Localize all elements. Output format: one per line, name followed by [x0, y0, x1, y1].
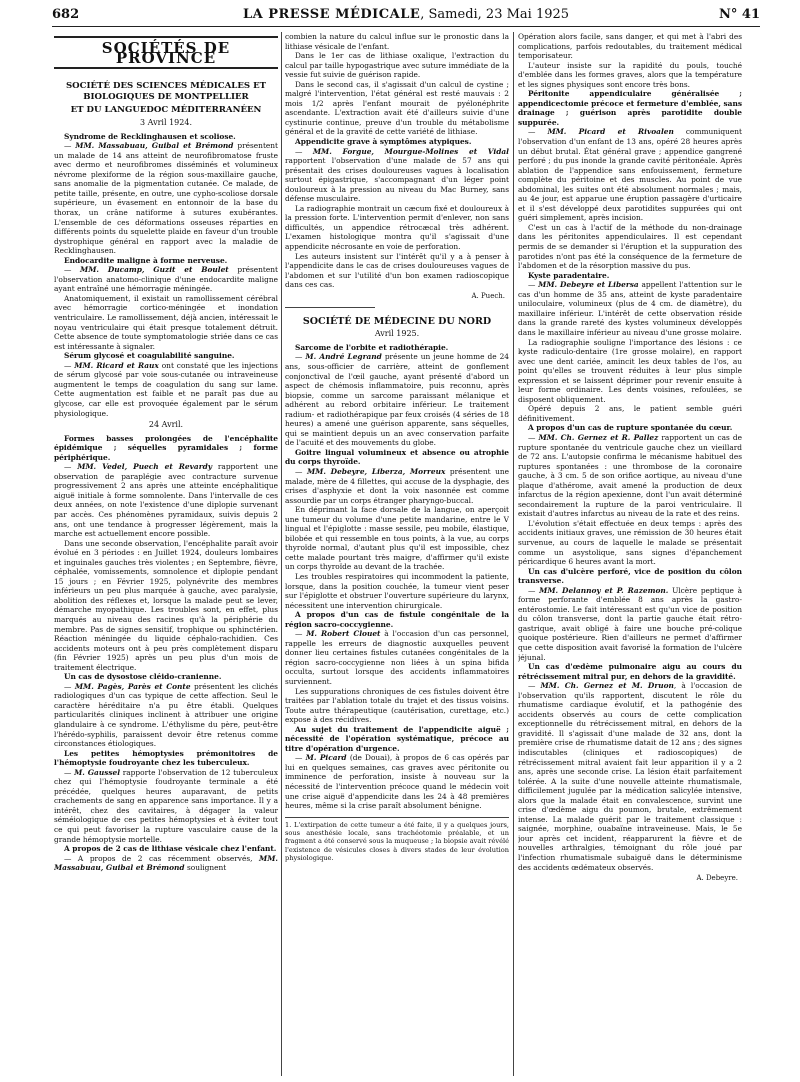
column-3 [518, 32, 742, 1076]
article-text: L'auteur insiste sur la rapidité du pouls, touché d'emblée dans les formes graves, alors que la température et les signes physiques sont encore très bons. [518, 60, 742, 89]
article-authors: MM. Picard et Rivoalen [547, 127, 674, 137]
article-authors: MM. Ch. Gernez et R. Pallez [538, 432, 659, 442]
column-1 [54, 32, 278, 1076]
article-text: Anatomiquement, il existait un ramollissement cérébral avec hémorragie cortico-méningée et inondation ventriculaire. Le ramollissement, déjà ancien, intéressait le noyau ventriculaire qui était presque totalement détruit. Cette absence de toute symptomatologie striée dans ce cas est intéressante à signaler. [54, 293, 278, 351]
section-title: SOCIÉTÉ DE MÉDECINE DU NORD [302, 316, 492, 328]
session-date: 24 Avril. [148, 420, 184, 430]
article-authors: MM. Ricard et Raux [74, 360, 159, 370]
article-text: combien la nature du calcul influe sur le pronostic dans la lithiase vésicale de l'enfant. [285, 32, 509, 51]
article-text: soulignent [186, 863, 227, 873]
signature: A. Debeyre. [696, 874, 738, 883]
article-title: Un cas d'œdème pulmonaire aigu au cours du rétrécissement mitral pur, en dehors de la gravidité. [518, 662, 742, 681]
article-text: rapporte l'observation de 12 tuberculeux chez qui l'hémoptysie foudroyante terminale a été précédée, quelques heures auparavant, de petits crachements de sang en apparence sans importance. Il y a intérêt, chez des cavitaires, à dégager la valeur séméiologique de ces petites hémoptysies et à éviter tout ce qui peut favoriser la rupture vasculaire cause de la grande hémoptysie mortelle. [54, 767, 278, 844]
article-text: rapportent un cas de rupture spontanée du ventricule gauche chez un vieillard de 72 ans. L'autopsie confirma le mécanisme habituel des ruptures spontanées : une thrombose de la coronaire gauche, à 3 cm. 5 de son orifice aortique, au niveau d'une plaque d'athérome, avait amené la production de deux infarctus de la région apexienne, dont l'un avait déterminé secondairement la rupture de la paroi ventriculaire. Il existait d'autres infarctus au niveau de la rate et des reins. [518, 432, 742, 519]
article-text: Opéré depuis 2 ans, le patient semble guéri définitivement. [518, 404, 742, 423]
article-authors: MM. Debeyre et Libersa [538, 280, 639, 290]
article-title: Un cas de dysostose cléido-cranienne. [64, 672, 222, 682]
page-number: 682 [52, 7, 80, 22]
article-title: Un cas d'ulcère perforé, vice de position du côlon transverse. [518, 566, 742, 586]
article-body: — MM. Forgue, Mourgue-Molines et Vidal rapportent l'observation d'une malade de 57 ans qui présentait des crises douloureuses vagues à localisation surtout épigastrique, s'accompagnant d'un léger point douloureux à la pression au niveau du Mac Burney, sans défense musculaire. [285, 146, 509, 204]
article-title: Sérum glycosé et coagulabilité sanguine. [64, 351, 235, 361]
article-text: L'évolution s'était effectuée en deux temps : après des accidents initiaux graves, une rémission de 30 heures était survenue, au cours de laquelle le malade se présentait comme un asystolique, sans signes d'épanchement péricardique 6 heures avant la mort. [518, 518, 742, 567]
column-2 [285, 32, 509, 1076]
session-date: Avril 1925. [374, 329, 420, 339]
article-text: appellent l'attention sur le cas d'un homme de 35 ans, atteint de kyste paradentaire uniloculaire, volumineux (plus de 4 cm. de diamètre), du maxillaire inférieur. L'intérêt de cette observation réside dans la grande rareté des kystes volumineux développés dans le maxillaire inférieur au niveau d'une grosse molaire. [518, 280, 742, 337]
article-authors: MM. Debeyre, Liberza, Morreux [306, 466, 446, 476]
article-authors: MM. Vedel, Puech et Revardy [77, 462, 213, 472]
article-title: Syndrome de Recklinghausen et scoliose. [64, 131, 236, 141]
article-body: — MM. Massabuau, Guibal et Brémond présentent un malade de 14 ans atteint de neurofibromatose fruste avec dermo et neurofibromes disséminés et volumineux névrome plexiforme de la région sous-maxillaire gauche, sans anomalie de la pigmentation cutanée. Ce malade, de petite taille, présente, en outre, une cypho-scoliose dorsale supérieure, un évasement en entonnoir de la base du thorax, un crâne natiforme à sutures exubérantes. L'ensemble de ces déformations osseuses réparties en différents points du squelette plaide en faveur d'un trouble dystrophique général en rapport avec la maladie de Recklinghausen. [54, 141, 278, 256]
society-subtitle: ET DU LANGUEDOC MÉDITERRANÉEN [70, 105, 262, 116]
article-text: rapportent une observation de paraplégie avec contracture survenue progressivement 2 ans après une atteinte encéphalitique aiguë initiale à forme somnolente. Dans l'intervalle de ces deux années, on note l'existence d'une diplopie survenant par accès. Ces phénomènes pyramidaux, suivis depuis 2 ans, ont une tendance à progresser légèrement, mais la marche est actuellement encore possible. [54, 462, 278, 539]
article-body: — M. André Legrand présente un jeune homme de 24 ans, sous-officier de carrière, atteint de gonflement conjonctival de l'œil gauche, ayant présenté d'abord un aspect de chémosis inflammatoire, puis reconnu, après biopsie, comme un sarcome paraissant mélanique et adhérent au rebord orbitaire inférieur. Le traitement radium- et radiothérapique par feux croisés (4 séries de 18 heures) a amené une guérison apparente, sans séquelles, qui se maintient depuis un an avec conservation parfaite de l'acuité et des mouvements du globe. [285, 352, 509, 448]
journal-name: LA PRESSE MÉDICALE [242, 7, 421, 22]
page-header [52, 4, 760, 27]
article-text: (de Douai), à propos de 6 cas opérés par lui en quelques semaines, cas graves avec péritonite ou imminence de perforation, insiste à nouveau sur la nécessité de l'intervention précoce quand le médecin voit une crise aiguë d'appendicite dans les 24 à 48 premières heures, même si la crise paraît absolument bénigne. [285, 753, 509, 811]
article-title: Kyste paradentaire. [528, 270, 610, 280]
article-text: ont constaté que les injections de sérum glycosé par voie sous-cutanée ou intraveineuse augmentent le temps de coagulation du sang sur lame. Cette augmentation est faible et ne paraît pas due au glycose, car elle est provoquée également par le sérum physiologique. [54, 360, 278, 418]
article-body: — MM. Ch. Gernez et R. Pallez rapportent un cas de rupture spontanée du ventricule gauche chez un vieillard de 72 ans. L'autopsie confirma le mécanisme habituel des ruptures spontanées : une thrombose de la coronaire gauche, à 3 cm. 5 de son orifice aortique, au niveau d'une plaque d'athérome, avait amené la production de deux infarctus de la région apexienne, dont l'un avait déterminé secondairement la rupture de la paroi ventriculaire. Il existait d'autres infarctus au niveau de la rate et des reins. [518, 432, 742, 519]
article-text: En déprimant la face dorsale de la langue, on aperçoit une tumeur du volume d'une petite mandarine, entre le V lingual et l'épiglotte : masse sessile, peu mobile, élastique, bilobée et qui ressemble en tous points, à la vue, au corps thyroïde normal, d'autant plus qu'il est impossible, chez cette malade pourtant très maigre, d'affirmer qu'il existe un corps thyroïde au devant de la trachée. [285, 505, 509, 572]
article-text: présentent un malade de 14 ans atteint de neurofibromatose fruste avec dermo et neurofibromes disséminés et volumineux névrome plexiforme de la région sous-maxillaire gauche, sans anomalie de la pigmentation cutanée. Ce malade, de petite taille, présente, en outre, une cypho-scoliose dorsale supérieure, un évasement en entonnoir de la base du thorax, un crâne natiforme à sutures exubérantes. L'ensemble de ces déformations osseuses réparties en différents points du squelette plaide en faveur d'un trouble dystrophique général en rapport avec la maladie de Recklinghausen. [54, 141, 278, 256]
article-title: Appendicite grave à symptômes atypiques. [295, 137, 472, 147]
article-text: Les troubles respiratoires qui incommodent la patiente, lorsque, dans la position couchée, la tumeur vient peser sur l'épiglotte et obstruer l'ouverture supérieure du larynx, nécessitent une intervention chirurgicale. [285, 571, 509, 610]
article-text: présentent l'observation anatomo-clinique d'une endocardite maligne ayant entraîné une hémorragie méningée. [54, 265, 278, 294]
article-body: — MM. Debeyre, Liberza, Morreux présentent une malade, mère de 4 fillettes, qui accuse de la dysphagie, des crises d'asphyxie et dont la voix nasonnée est comme assourdie par un corps étranger pharyngo-buccal. [285, 466, 509, 505]
article-text: Dans une seconde observation, l'encéphalite paraît avoir évolué en 3 périodes : en Juillet 1924, douleurs lombaires et inguinales gauches très violentes ; en Septembre, fièvre, céphalée, vomissements, somnolence et diplopie pendant 15 jours ; en Février 1925, polynévrite des membres inférieurs un peu plus marquée à gauche, avec paralysie, abolition des réflexes et, lorsque la malade peut se lever, démarche myopathique. Les troubles sont, en effet, plus marqués au niveau des racines qu'à la périphérie du membre. Pas de signes sensitif, trophique ou sphinctérien. Réaction méningée du liquide céphalo-rachidien. Ces accidents moteurs ont à peu près complètement disparu (fin Février 1925) après un peu plus d'un mois de traitement électrique. [54, 538, 278, 672]
article-title: A propos d'un cas de fistule congénitale de la région sacro-coccygienne. [285, 610, 509, 629]
society-title: SOCIÉTÉ DES SCIENCES MÉDICALES ET BIOLOGIQUES DE MONTPELLIER [65, 81, 267, 103]
article-title: Au sujet du traitement de l'appendicite aiguë ; nécessité de l'opération systématique, précoce au titre d'opération d'urgence. [285, 724, 509, 753]
section-title: SOCIÉTÉS DE PROVINCE [54, 36, 278, 69]
running-title [52, 7, 760, 22]
article-title: Péritonite appendiculaire généralisée ; appendicectomie précoce et fermeture d'emblée, sans drainage ; guérison après parotidite double suppurée. [518, 89, 742, 127]
article-title: Les petites hémoptysies prémonitoires de l'hémoptysie foudroyante chez les tuberculeux. [54, 748, 278, 768]
article-authors: MM. Ducamp, Guzit et Boulet [80, 265, 229, 275]
footnote: 1. L'extirpation de cette tumeur a été faite, il y a quelques jours, sous anesthésie locale, sans trachéotomie préalable, et un fragment a été conservé sous la muqueuse ; la biopsie avait révélé l'existence de vésicules closes à divers stades de leur évolution physiologique. [285, 817, 509, 863]
article-text: Les suppurations chroniques de ces fistules doivent être traitées par l'ablation totale du trajet et des tissus voisins. Toute autre thérapeutique (cautérisation, curettage, etc.) expose à des récidives. [285, 686, 509, 725]
article-body: — M. Robert Clouet à l'occasion d'un cas personnel, rappelle les erreurs de diagnostic auxquelles peuvent donner lieu certaines fistules cutanées congénitales de la région sacro-coccygienne non liées à un spina bifida occulta, surtout lorsque des accidents inflammatoires surviennent. [285, 629, 509, 686]
article-title: A propos d'un cas de rupture spontanée du cœur. [528, 423, 733, 433]
column-rule-2 [513, 32, 514, 1076]
article-body: — MM. Vedel, Puech et Revardy rapportent une observation de paraplégie avec contracture survenue progressivement 2 ans après une atteinte encéphalitique aiguë initiale à forme somnolente. Dans l'intervalle de ces deux années, on note l'existence d'une diplopie survenant par accès. Ces phénomènes pyramidaux, suivis depuis 2 ans, ont une tendance à progresser légèrement, mais la marche est actuellement encore possible. [54, 462, 278, 539]
article-text: présente un jeune homme de 24 ans, sous-officier de carrière, atteint de gonflement conjonctival de l'œil gauche, ayant présenté d'abord un aspect de chémosis inflammatoire, puis reconnu, après biopsie, comme un sarcome paraissant mélanique et adhérent au rebord orbitaire inférieur. Le traitement radium- et radiothérapique par feux croisés (4 séries de 18 heures) a amené une guérison apparente, sans séquelles, qui se maintient depuis un an avec conservation parfaite de l'acuité et des mouvements du globe. [285, 352, 509, 448]
article-body: — M. Gaussel rapporte l'observation de 12 tuberculeux chez qui l'hémoptysie foudroyante terminale a été précédée, quelques heures auparavant, de petits crachements de sang en apparence sans importance. Il y a intérêt, chez des cavitaires, à dégager la valeur séméiologique de ces petites hémoptysies et à éviter tout ce qui peut favoriser la rupture vasculaire cause de la grande hémoptysie mortelle. [54, 767, 278, 844]
article-title: A propos de 2 cas de lithiase vésicale chez l'enfant. [64, 844, 277, 854]
article-text: communiquent l'observation d'un enfant de 13 ans, opéré 28 heures après un début brutal. État général grave ; appendice gangrené perforé ; du pus inonde la grande cavité péritonéale. Après ablation de l'appendice sans enfouissement, fermeture complète du péritoine et des muscles. Au point de vue abdominal, les suites ont été absolument normales ; mais, au 4e jour, est apparue une éruption passagère d'urticaire et il s'est développé deux parotidites suppurées qui ont guéri simplement, après incision. [518, 127, 742, 223]
article-text: Dans le second cas, il s'agissait d'un calcul de cystine ; malgré l'intervention, l'état général est resté mauvais : 2 mois 1/2 après l'enfant mourait de pyélonéphrite ascendante. L'extraction avait été d'ailleurs suivie d'une cystinurie continue, preuve d'un trouble du métabolisme général et de la gravité de cette variété de lithiase. [285, 79, 509, 137]
article-body: — MM. Ducamp, Guzit et Boulet présentent l'observation anatomo-clinique d'une endocardite maligne ayant entraîné une hémorragie méningée. [54, 265, 278, 294]
article-authors: M. Picard [305, 753, 347, 763]
article-text: — A propos de 2 cas récemment observés, [64, 853, 253, 863]
article-text: Ulcère peptique à forme perforante d'emblée 8 ans après la gastro-entérostomie. Le fait intéressant est qu'un vice de position du côlon transverse, dont la partie gauche était rétro-gastrique, avait obligé à faire une bouche pré-colique quoique postérieure. Rien d'ailleurs ne permet d'affirmer que cette disposition avait favorisé la formation de l'ulcère jéjunal. [518, 585, 742, 662]
article-body: — MM. Delannoy et P. Razemon. Ulcère peptique à forme perforante d'emblée 8 ans après la gastro-entérostomie. Le fait intéressant est qu'un vice de position du côlon transverse, dont la partie gauche était rétro-gastrique, avait obligé à faire une bouche pré-colique quoique postérieure. Rien d'ailleurs ne permet d'affirmer que cette disposition avait favorisé la formation de l'ulcère jéjunal. [518, 585, 742, 662]
article-authors: MM. Ch. Gernez et M. Druon [540, 681, 674, 691]
article-text: C'est un cas à l'actif de la méthode du non-drainage dans les péritonites appendiculaires. Il est cependant permis de se demander si l'éruption et la suppuration des parotides n'ont pas été la conséquence de la fermeture de l'abdomen et de la résorption massive du pus. [518, 222, 742, 271]
article-authors: MM. Delannoy et P. Razemon. [539, 585, 669, 595]
article-text: présentent une malade, mère de 4 fillettes, qui accuse de la dysphagie, des crises d'asphyxie et dont la voix nasonnée est comme assourdie par un corps étranger pharyngo-buccal. [285, 466, 509, 505]
issue-date: , Samedi, 23 Mai 1925 [420, 7, 570, 22]
article-title: Sarcome de l'orbite et radiothérapie. [295, 342, 449, 352]
article-title: Endocardite maligne à forme nerveuse. [64, 255, 228, 265]
article-text: La radiographie montrait un cæcum fixé et douloureux à la pression forte. L'intervention permit d'enlever, non sans difficultés, un appendice rétrocæcal très adhérent. L'examen histologique montra qu'il s'agissait d'une appendicite nécrosante en voie de perforation. [285, 203, 509, 252]
article-text: rapportent l'observation d'une malade de 57 ans qui présentait des crises douloureuses vagues à localisation surtout épigastrique, s'accompagnant d'un léger point douloureux à la pression au niveau du Mac Burney, sans défense musculaire. [285, 156, 509, 204]
divider [285, 307, 375, 308]
article-body: — MM. Ch. Gernez et M. Druon, à l'occasion de l'observation qu'ils rapportent, discutent le rôle du rhumatisme cardiaque évolutif, et la pathogénie des accidents observés au cours de cette complication exceptionnelle du rétrécissement mitral, en dehors de la gravidité. Il s'agissait d'une malade de 32 ans, dont la première crise de rhumatisme datait de 12 ans ; des signes indiscutables (cliniques et radioscopiques) de rétrécissement mitral avaient fait leur apparition il y a 2 ans, après une seconde crise. La lésion était parfaitement tolérée. A la suite d'une nouvelle atteinte rhumatismale, difficilement jugulée par la médication salicylée intensive, alors que la malade était en convalescence, survint une crise d'œdème aigu du poumon, brutale, extrêmement intense. La malade guérit par le traitement classique : saignée, morphine, ouabaïne intraveineuse. Mais, le 5e jour après cet incident, réapparurent la fièvre et de nouvelles arthralgies, témoignant du rôle joué par l'infection rhumatismale subaiguë dans le déterminisme des accidents œdémateux observés. [518, 681, 742, 872]
article-text: à l'occasion d'un cas personnel, rappelle les erreurs de diagnostic auxquelles peuvent donner lieu certaines fistules cutanées congénitales de la région sacro-coccygienne non liées à un spina bifida occulta, surtout lorsque des accidents inflammatoires surviennent. [285, 629, 509, 686]
session-date: 3 Avril 1924. [140, 118, 192, 128]
article-authors: M. Robert Clouet [306, 629, 381, 639]
article-authors: MM. Forgue, Mourgue-Molines et Vidal [312, 146, 509, 156]
article-text: La radiographie souligne l'importance des lésions : ce kyste radiculo-dentaire (1re grosse molaire), en rapport avec une dent cariée, amincit les deux tables de l'os, au point qu'elles se trouvent réduites à leur plus simple expression et se laissent déprimer pour revenir ensuite à leur forme ordinaire. Les dents voisines, refoulées, se disposent obliquement. [518, 337, 742, 404]
article-text: Dans le 1er cas de lithiase oxalique, l'extraction du calcul par taille hypogastrique avec suture immédiate de la vessie fut suivie de guérison rapide. [285, 51, 509, 80]
article-body: — MM. Pagès, Parès et Conte présentent les clichés radiologiques d'un cas typique de cette affection. Seul le caractère héréditaire n'a pu être établi. Quelques particularités cliniques inclinent à attribuer une origine glandulaire à ce syndrome. L'éthylisme du père, peut-être l'hérédo-syphilis, paraissent devoir être retenus comme circonstances étiologiques. [54, 681, 278, 749]
article-text: Opération alors facile, sans danger, et qui met à l'abri des complications, parfois redoutables, du traitement médical temporisateur. [518, 32, 742, 61]
article-text: , à l'occasion de l'observation qu'ils rapportent, discutent le rôle du rhumatisme cardiaque évolutif, et la pathogénie des accidents observés au cours de cette complication exceptionnelle du rétrécissement mitral, en dehors de la gravidité. Il s'agissait d'une malade de 32 ans, dont la première crise de rhumatisme datait de 12 ans ; des signes indiscutables (cliniques et radioscopiques) de rétrécissement mitral avaient fait leur apparition il y a 2 ans, après une seconde crise. La lésion était parfaitement tolérée. A la suite d'une nouvelle atteinte rhumatismale, difficilement jugulée par la médication salicylée intensive, alors que la malade était en convalescence, survint une crise d'œdème aigu du poumon, brutale, extrêmement intense. La malade guérit par le traitement classique : saignée, morphine, ouabaïne intraveineuse. Mais, le 5e jour après cet incident, réapparurent la fièvre et de nouvelles arthralgies, témoignant du rôle joué par l'infection rhumatismale subaiguë dans le déterminisme des accidents œdémateux observés. [518, 681, 742, 872]
article-authors: M. André Legrand [305, 352, 382, 362]
article-body: — MM. Picard et Rivoalen communiquent l'observation d'un enfant de 13 ans, opéré 28 heures après un début brutal. État général grave ; appendice gangrené perforé ; du pus inonde la grande cavité péritonéale. Après ablation de l'appendice sans enfouissement, fermeture complète du péritoine et des muscles. Au point de vue abdominal, les suites ont été absolument normales ; mais, au 4e jour, est apparue une éruption passagère d'urticaire et il s'est développé deux parotidites suppurées qui ont guéri simplement, après incision. [518, 127, 742, 223]
article-authors: M. Gaussel [74, 767, 121, 777]
article-authors: MM. Pagès, Parès et Conte [74, 681, 191, 691]
article-authors: MM. Massabuau, Guibal et Brémond [75, 141, 234, 151]
article-body: — MM. Debeyre et Libersa appellent l'attention sur le cas d'un homme de 35 ans, atteint de kyste paradentaire uniloculaire, volumineux (plus de 4 cm. de diamètre), du maxillaire inférieur. L'intérêt de cette observation réside dans la grande rareté des kystes volumineux développés dans le maxillaire inférieur au niveau d'une grosse molaire. [518, 280, 742, 337]
article-body: — MM. Ricard et Raux ont constaté que les injections de sérum glycosé par voie sous-cutanée ou intraveineuse augmentent le temps de coagulation du sang sur lame. Cette augmentation est faible et ne paraît pas due au glycose, car elle est provoquée également par le sérum physiologique. [54, 360, 278, 418]
article-title: Formes basses prolongées de l'encéphalite épidémique ; séquelles pyramidales ; forme périphérique. [54, 433, 278, 462]
signature: A. Puech. [471, 291, 505, 300]
issue-number: N° 41 [719, 7, 760, 22]
article-body: — M. Picard (de Douai), à propos de 6 cas opérés par lui en quelques semaines, cas graves avec péritonite ou imminence de perforation, insiste à nouveau sur la nécessité de l'intervention précoce quand le médecin voit une crise aiguë d'appendicite dans les 24 à 48 premières heures, même si la crise paraît absolument bénigne. [285, 753, 509, 811]
article-authors: MM. Massabuau, Guibal et Brémond [54, 853, 278, 873]
article-text: présentent les clichés radiologiques d'un cas typique de cette affection. Seul le caractère héréditaire n'a pu être établi. Quelques particularités cliniques inclinent à attribuer une origine glandulaire à ce syndrome. L'éthylisme du père, peut-être l'hérédo-syphilis, paraissent devoir être retenus comme circonstances étiologiques. [54, 681, 278, 749]
article-text: Les auteurs insistent sur l'intérêt qu'il y a à penser à l'appendicite dans le cas de crises douloureuses vagues de l'abdomen et sur l'utilité d'un bon examen radioscopique dans ces cas. [285, 251, 509, 290]
article-body [54, 854, 278, 873]
column-rule-1 [281, 32, 282, 1076]
article-title: Goitre lingual volumineux et absence ou atrophie du corps thyroïde. [285, 447, 509, 467]
